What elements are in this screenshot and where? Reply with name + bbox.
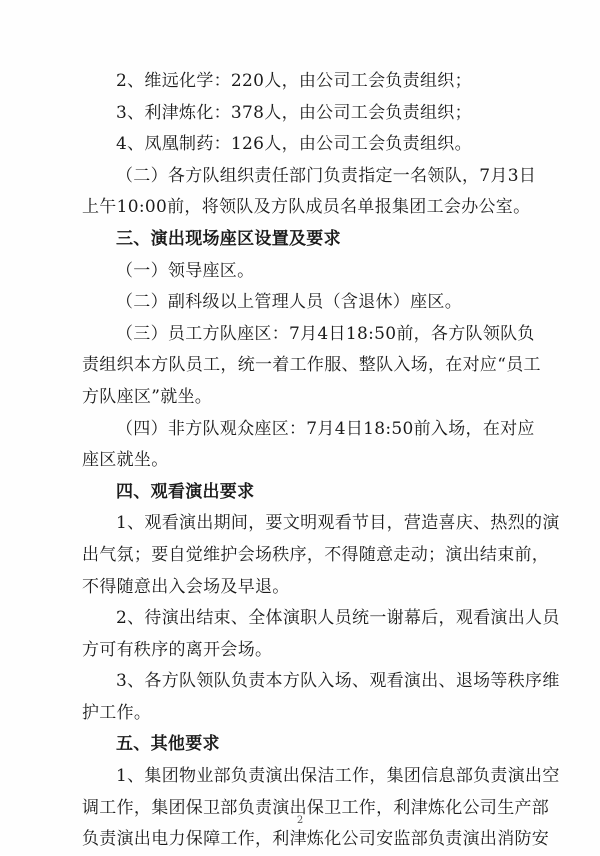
viewing-rule1-line2: 出气氛；要自觉维护会场秩序，不得随意走动；演出结束前， xyxy=(82,544,550,565)
other-rule1-line1: 1、集团物业部负责演出保洁工作，集团信息部负责演出空 xyxy=(116,766,560,787)
seating-managers: （二）副科级以上管理人员（含退休）座区。 xyxy=(116,292,462,313)
seating-staff-line1: （三）员工方队座区：7月4日18:50前，各方队领队负 xyxy=(116,323,535,344)
document-body xyxy=(82,66,560,856)
viewing-rule2-line2: 方可有秩序的离开会场。 xyxy=(82,639,273,660)
seating-leaders: （一）领导座区。 xyxy=(116,260,255,281)
other-rule1-line2: 调工作，集团保卫部负责演出保卫工作，利津炼化公司生产部 xyxy=(82,797,550,818)
seating-audience-line1: （四）非方队观众座区：7月4日18:50前入场，在对应 xyxy=(116,418,535,439)
seating-staff-line2: 责组织本方队员工，统一着工作服、整队入场，在对应“员工 xyxy=(82,355,541,376)
list-item-lijin: 3、利津炼化：378人，由公司工会负责组织； xyxy=(116,102,472,123)
paragraph-team-leader-line2: 上午10:00前，将领队及方队成员名单报集团工会办公室。 xyxy=(82,197,531,218)
viewing-rule1-line1: 1、观看演出期间，要文明观看节目，营造喜庆、热烈的演 xyxy=(116,513,560,534)
viewing-rule3-line1: 3、各方队领队负责本方队入场、观看演出、退场等秩序维 xyxy=(116,671,560,692)
list-item-fenghuang: 4、凤凰制药：126人，由公司工会负责组织。 xyxy=(116,134,472,155)
seating-staff-line3: 方队座区”就坐。 xyxy=(82,386,213,407)
section-heading-seating: 三、演出现场座区设置及要求 xyxy=(116,228,341,249)
seating-audience-line2: 座区就坐。 xyxy=(82,450,169,471)
page-number: 2 xyxy=(296,815,304,826)
viewing-rule1-line3: 不得随意出入会场及早退。 xyxy=(82,576,290,597)
list-item-weiyuan: 2、维远化学：220人，由公司工会负责组织； xyxy=(116,71,472,91)
other-rule1-line3: 负责演出电力保障工作，利津炼化公司安监部负责演出消防安 xyxy=(82,829,550,850)
section-heading-other: 五、其他要求 xyxy=(116,734,220,755)
section-heading-viewing: 四、观看演出要求 xyxy=(116,481,255,502)
viewing-rule3-line2: 护工作。 xyxy=(82,702,152,723)
paragraph-team-leader-line1: （二）各方队组织责任部门负责指定一名领队，7月3日 xyxy=(116,165,537,186)
viewing-rule2-line1: 2、待演出结束、全体演职人员统一谢幕后，观看演出人员 xyxy=(116,608,560,629)
